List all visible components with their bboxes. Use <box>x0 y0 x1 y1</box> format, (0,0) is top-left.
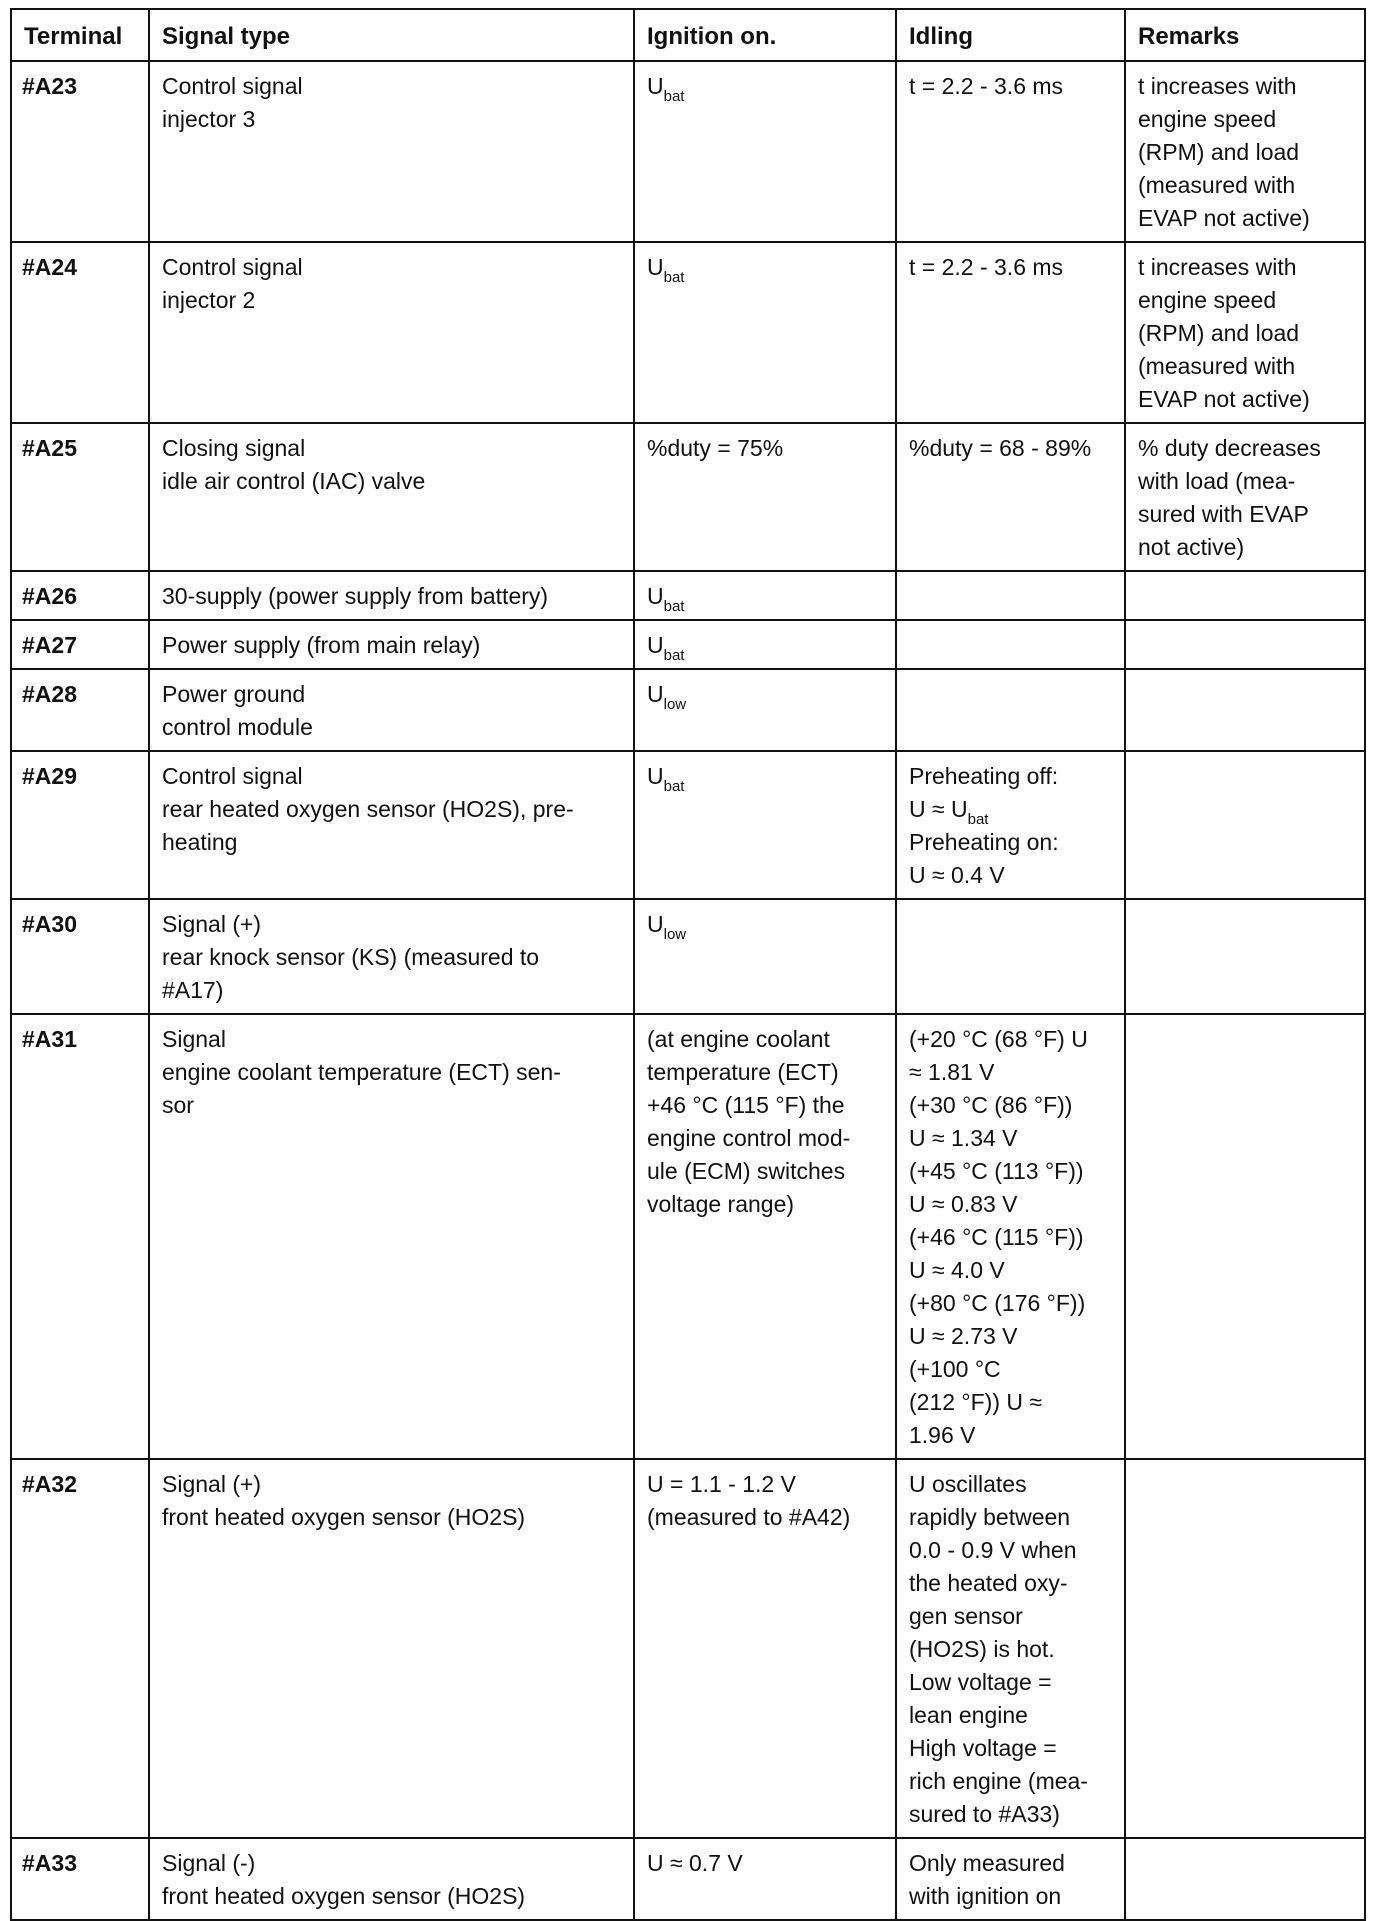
remarks-cell <box>1125 669 1365 751</box>
signal-type-cell-line: front heated oxygen sensor (HO2S) <box>162 1504 526 1530</box>
signal-type-cell-line: Power ground <box>162 681 306 707</box>
table-row <box>11 620 1365 669</box>
value-text: U <box>647 632 664 658</box>
signal-type-cell-line: control module <box>162 714 313 740</box>
signal-type-cell-line: front heated oxygen sensor (HO2S) <box>162 1883 526 1909</box>
idling-cell-line <box>909 793 1112 826</box>
remarks-cell <box>1125 242 1365 423</box>
ignition-on-cell-line: (at engine coolant <box>647 1026 830 1052</box>
idling-cell-line: U ≈ 4.0 V <box>909 1257 1005 1283</box>
idling-cell <box>896 669 1125 751</box>
header-terminal: Terminal <box>11 9 149 61</box>
idling-cell-line: (212 °F)) U ≈ <box>909 1389 1043 1415</box>
value-text: U <box>647 763 664 789</box>
idling-cell-line: ≈ 1.81 V <box>909 1059 995 1085</box>
idling-cell <box>896 899 1125 1014</box>
terminal-cell: #A25 <box>11 423 149 571</box>
ignition-on-cell-line: %duty = 75% <box>647 435 784 461</box>
remarks-cell-line: % duty decreases <box>1138 435 1321 461</box>
value-subscript: low <box>663 696 687 713</box>
idling-cell <box>896 242 1125 423</box>
idling-cell-line: (+80 °C (176 °F)) <box>909 1290 1086 1316</box>
header-idling: Idling <box>896 9 1125 61</box>
idling-cell-line: Preheating off: <box>909 763 1059 789</box>
remarks-cell <box>1125 61 1365 242</box>
ignition-on-cell-line <box>647 251 883 284</box>
idling-cell <box>896 751 1125 899</box>
ignition-on-cell <box>634 61 896 242</box>
remarks-cell-line: (measured with <box>1138 353 1296 379</box>
remarks-cell <box>1125 571 1365 620</box>
signal-type-cell-line: heating <box>162 829 238 855</box>
remarks-cell <box>1125 1459 1365 1838</box>
signal-type-cell <box>149 571 634 620</box>
terminal-cell: #A29 <box>11 751 149 899</box>
ignition-on-cell-line <box>647 580 883 613</box>
signal-type-cell-line: engine coolant temperature (ECT) sen- <box>162 1059 561 1085</box>
terminal-table <box>10 8 1366 1921</box>
signal-type-cell-line: 30-supply (power supply from battery) <box>162 583 549 609</box>
idling-cell-line: 0.0 - 0.9 V when <box>909 1537 1077 1563</box>
idling-cell-line: Only measured <box>909 1850 1065 1876</box>
ignition-on-cell <box>634 669 896 751</box>
header-row <box>11 9 1365 61</box>
ignition-on-cell-line: engine control mod- <box>647 1125 851 1151</box>
signal-type-cell <box>149 620 634 669</box>
ignition-on-cell <box>634 423 896 571</box>
ignition-on-cell <box>634 899 896 1014</box>
idling-cell <box>896 61 1125 242</box>
table-row <box>11 1459 1365 1838</box>
remarks-cell-line: EVAP not active) <box>1138 205 1310 231</box>
signal-type-cell-line: injector 3 <box>162 106 256 132</box>
idling-cell-line: U ≈ 1.34 V <box>909 1125 1018 1151</box>
remarks-cell-line: (RPM) and load <box>1138 139 1300 165</box>
remarks-cell-line: engine speed <box>1138 287 1277 313</box>
remarks-cell <box>1125 620 1365 669</box>
value-text: U <box>647 583 664 609</box>
signal-type-cell-line: #A17) <box>162 977 224 1003</box>
terminal-cell: #A30 <box>11 899 149 1014</box>
idling-cell-line: (+46 °C (115 °F)) <box>909 1224 1084 1250</box>
remarks-cell-line: with load (mea- <box>1138 468 1296 494</box>
signal-type-cell-line: idle air control (IAC) valve <box>162 468 426 494</box>
idling-cell-line: High voltage = <box>909 1735 1057 1761</box>
idling-cell-line: Low voltage = <box>909 1669 1052 1695</box>
idling-cell-line: (HO2S) is hot. <box>909 1636 1055 1662</box>
signal-type-cell-line: Signal (+) <box>162 1471 262 1497</box>
idling-cell <box>896 1014 1125 1459</box>
table-row <box>11 61 1365 242</box>
value-subscript: bat <box>663 647 685 664</box>
value-subscript: bat <box>663 598 685 615</box>
table-row <box>11 242 1365 423</box>
idling-cell-line: U ≈ 0.83 V <box>909 1191 1018 1217</box>
header-remarks: Remarks <box>1125 9 1365 61</box>
signal-type-cell-line: rear knock sensor (KS) (measured to <box>162 944 540 970</box>
idling-cell <box>896 423 1125 571</box>
idling-cell-line: gen sensor <box>909 1603 1023 1629</box>
idling-cell-line: 1.96 V <box>909 1422 976 1448</box>
table-row <box>11 669 1365 751</box>
signal-type-cell-line: Signal (-) <box>162 1850 256 1876</box>
table-row <box>11 1014 1365 1459</box>
idling-cell-line: (+20 °C (68 °F) U <box>909 1026 1088 1052</box>
header-ignition-on: Ignition on. <box>634 9 896 61</box>
remarks-cell-line: t increases with <box>1138 254 1297 280</box>
ignition-on-cell <box>634 1014 896 1459</box>
signal-type-cell <box>149 423 634 571</box>
ignition-on-cell-line: temperature (ECT) <box>647 1059 839 1085</box>
idling-cell <box>896 1459 1125 1838</box>
table-row <box>11 751 1365 899</box>
terminal-cell: #A32 <box>11 1459 149 1838</box>
idling-cell-line: with ignition on <box>909 1883 1062 1909</box>
idling-cell-line: U ≈ 0.4 V <box>909 862 1005 888</box>
terminal-cell: #A24 <box>11 242 149 423</box>
idling-cell-line: %duty = 68 - 89% <box>909 435 1092 461</box>
signal-type-cell-line: Control signal <box>162 73 303 99</box>
ignition-on-cell-line <box>647 629 883 662</box>
idling-cell-line: rapidly between <box>909 1504 1071 1530</box>
terminal-cell: #A28 <box>11 669 149 751</box>
ignition-on-cell-line: +46 °C (115 °F) the <box>647 1092 845 1118</box>
terminal-cell: #A23 <box>11 61 149 242</box>
value-text: U <box>647 681 664 707</box>
remarks-cell <box>1125 899 1365 1014</box>
idling-cell-line: (+30 °C (86 °F)) <box>909 1092 1073 1118</box>
idling-cell-line: lean engine <box>909 1702 1028 1728</box>
value-subscript: bat <box>663 88 685 105</box>
table-row <box>11 423 1365 571</box>
value-text: U ≈ U <box>909 796 968 822</box>
terminal-cell: #A26 <box>11 571 149 620</box>
idling-cell-line: (+45 °C (113 °F)) <box>909 1158 1084 1184</box>
signal-type-cell <box>149 669 634 751</box>
remarks-cell-line: (RPM) and load <box>1138 320 1300 346</box>
value-text: U <box>647 73 664 99</box>
terminal-cell: #A31 <box>11 1014 149 1459</box>
remarks-cell-line: EVAP not active) <box>1138 386 1310 412</box>
value-subscript: bat <box>663 269 685 286</box>
ignition-on-cell-line <box>647 678 883 711</box>
idling-cell-line: sured to #A33) <box>909 1801 1060 1827</box>
value-subscript: low <box>663 926 687 943</box>
idling-cell-line: Preheating on: <box>909 829 1059 855</box>
ignition-on-cell-line <box>647 908 883 941</box>
terminal-cell: #A27 <box>11 620 149 669</box>
value-text: U <box>647 911 664 937</box>
ignition-on-cell-line: U = 1.1 - 1.2 V <box>647 1471 796 1497</box>
idling-cell-line: t = 2.2 - 3.6 ms <box>909 254 1064 280</box>
table-body <box>11 61 1365 1920</box>
ignition-on-cell-line: ule (ECM) switches <box>647 1158 846 1184</box>
remarks-cell <box>1125 751 1365 899</box>
signal-type-cell-line: Power supply (from main relay) <box>162 632 481 658</box>
signal-type-cell <box>149 899 634 1014</box>
idling-cell-line: t = 2.2 - 3.6 ms <box>909 73 1064 99</box>
remarks-cell-line: t increases with <box>1138 73 1297 99</box>
ignition-on-cell-line <box>647 70 883 103</box>
signal-type-cell-line: Signal <box>162 1026 226 1052</box>
value-subscript: bat <box>967 811 989 828</box>
remarks-cell-line: not active) <box>1138 534 1245 560</box>
signal-type-cell-line: sor <box>162 1092 194 1118</box>
idling-cell-line: rich engine (mea- <box>909 1768 1088 1794</box>
signal-type-cell <box>149 1014 634 1459</box>
idling-cell-line: (+100 °C <box>909 1356 1001 1382</box>
idling-cell-line: U oscillates <box>909 1471 1027 1497</box>
remarks-cell-line: engine speed <box>1138 106 1277 132</box>
signal-type-cell <box>149 1459 634 1838</box>
ignition-on-cell <box>634 1459 896 1838</box>
signal-type-cell-line: Signal (+) <box>162 911 262 937</box>
ignition-on-cell <box>634 620 896 669</box>
signal-type-cell-line: injector 2 <box>162 287 256 313</box>
ignition-on-cell <box>634 751 896 899</box>
ignition-on-cell-line <box>647 760 883 793</box>
ignition-on-cell-line: U ≈ 0.7 V <box>647 1850 743 1876</box>
idling-cell-line: the heated oxy- <box>909 1570 1068 1596</box>
ignition-on-cell-line: voltage range) <box>647 1191 795 1217</box>
header-signal-type: Signal type <box>149 9 634 61</box>
ignition-on-cell <box>634 242 896 423</box>
remarks-cell <box>1125 423 1365 571</box>
terminal-cell: #A33 <box>11 1838 149 1920</box>
value-text: U <box>647 254 664 280</box>
signal-type-cell <box>149 242 634 423</box>
idling-cell <box>896 571 1125 620</box>
signal-type-cell-line: rear heated oxygen sensor (HO2S), pre- <box>162 796 574 822</box>
ignition-on-cell <box>634 571 896 620</box>
signal-type-cell <box>149 751 634 899</box>
table-row <box>11 899 1365 1014</box>
remarks-cell-line: sured with EVAP <box>1138 501 1309 527</box>
value-subscript: bat <box>663 778 685 795</box>
idling-cell-line: U ≈ 2.73 V <box>909 1323 1018 1349</box>
remarks-cell-line: (measured with <box>1138 172 1296 198</box>
signal-type-cell-line: Control signal <box>162 254 303 280</box>
idling-cell <box>896 620 1125 669</box>
ignition-on-cell-line: (measured to #A42) <box>647 1504 851 1530</box>
table-row <box>11 571 1365 620</box>
signal-type-cell <box>149 61 634 242</box>
signal-type-cell-line: Closing signal <box>162 435 306 461</box>
signal-type-cell-line: Control signal <box>162 763 303 789</box>
remarks-cell <box>1125 1014 1365 1459</box>
